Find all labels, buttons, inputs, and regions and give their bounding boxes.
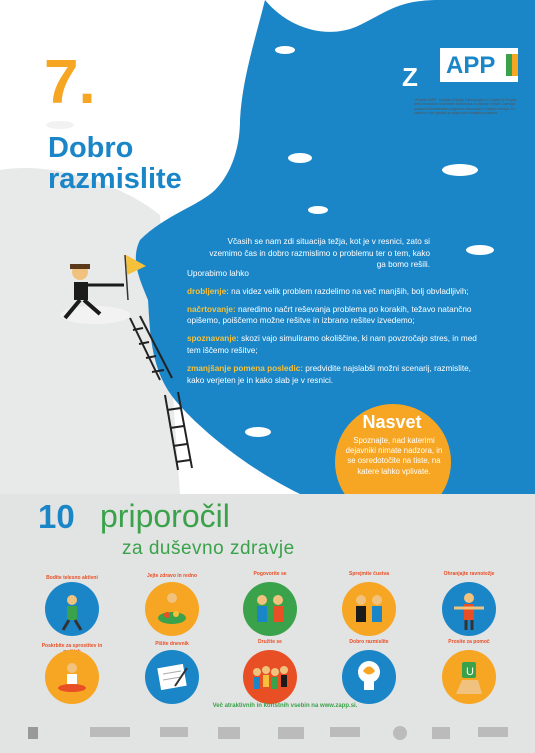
help-hand-icon [442,650,496,704]
partner-logos [0,712,535,753]
logo-stripe [506,54,512,76]
balance-person-icon [442,582,496,636]
method-keyword: spoznavanje: [187,334,239,344]
recommendation-label: Sprejmite čustva [348,571,390,577]
project-note: »Projekt ZAPP - Krepitev Zdravja Psihosocialno in Zapisi« je Projekt, delno financiran iz sredstev Ministrstva za zdravje v okviru Javnega razpisa za financiranje programov varovanja in krepitve zdravja. Za vsebino v tem gradivu je odgovoren izvajalec programa. [414,98,518,116]
lead-text: Uporabimo lahko [187,269,249,278]
recommendation-label: Poskrbite za sprostitev in [41,643,103,649]
chapter-number: 7. [44,48,96,117]
method-keyword: drobljenje: [187,286,229,296]
logo-word: APP [446,52,496,79]
relaxation-icon [45,650,99,704]
recommendation-label: Družite se [258,639,282,645]
cloud [442,164,478,176]
group-people-icon [243,650,297,704]
title-line: razmislite [48,163,182,195]
partner-logos-strip [0,712,535,753]
svg-text:U: U [466,666,474,678]
recommendation-label: Pišite dnevnik [155,641,189,647]
intro-text: Včasih se nam zdi situacija težja, kot je v resnici, zato si vzemimo čas in dobro razmislimo o problemu ter o tem, kako ga bomo rešili. [209,237,430,269]
logo-letter: Z [402,62,418,92]
emotions-icon [342,582,396,636]
recommendation-label: Jejte zdravo in redno [146,573,197,579]
tip-body: Spoznajte, nad katerimi dejavniki nimate nadzora, in se osredotočite na tiste, na katere lahko vplivate. [345,436,443,476]
recommendation-label: Dobro razmislite [349,639,389,645]
cloud [288,153,312,163]
recommendation-label: Prosite za pomoč [448,639,490,645]
method-item [187,304,487,328]
recommendation-label: Bodite telesno aktivni [46,575,98,581]
healthy-food-icon [145,582,199,636]
method-list [187,268,487,392]
tip-title: Nasvet [362,412,422,432]
title-line: Dobro [48,132,134,164]
cloud [466,245,494,255]
recommendations-count: 10 [38,498,75,535]
recommendations-title: priporočil [100,498,230,534]
cloud [308,206,328,214]
diary-icon [145,650,199,704]
cloud [245,427,271,437]
method-keyword: zmanjšanje pomena posledic: [187,363,304,373]
method-item [187,286,487,298]
method-description: naredimo načrt reševanja problema po korakih, težavo natančno opišemo, poiščemo možne rešitve in izbrano rešitev izvedemo; [187,304,472,326]
logo-stripe [512,54,518,76]
method-description: predvidite najslabši možni scenarij, razmislite, kako verjeten je in kako slab je v resnici. [187,363,471,385]
method-keyword: načrtovanje: [187,304,236,314]
page-title [48,133,182,195]
talking-people-icon [243,582,297,636]
cloud [235,466,255,474]
cloud [46,121,74,129]
recommendation-label: Ohranjajte ravnotežje [443,571,495,577]
website-link[interactable]: Več atraktivnih in koristnih vsebin na www.zapp.si. [212,703,358,709]
recommendations-subtitle: za duševno zdravje [122,538,295,559]
brain-bulb-icon [342,650,396,704]
method-item [187,333,487,357]
cloud [275,46,295,54]
method-description: na videz velik problem razdelimo na več manjših, bolj obvladljivih; [228,286,469,296]
method-item [187,363,487,387]
running-person-icon [45,582,99,636]
method-description: skozi vajo simuliramo okoliščine, ki nam povzročajo stres, in med tem iščemo rešitve; [187,334,477,355]
recommendation-label: Pogovorite se [253,571,287,577]
